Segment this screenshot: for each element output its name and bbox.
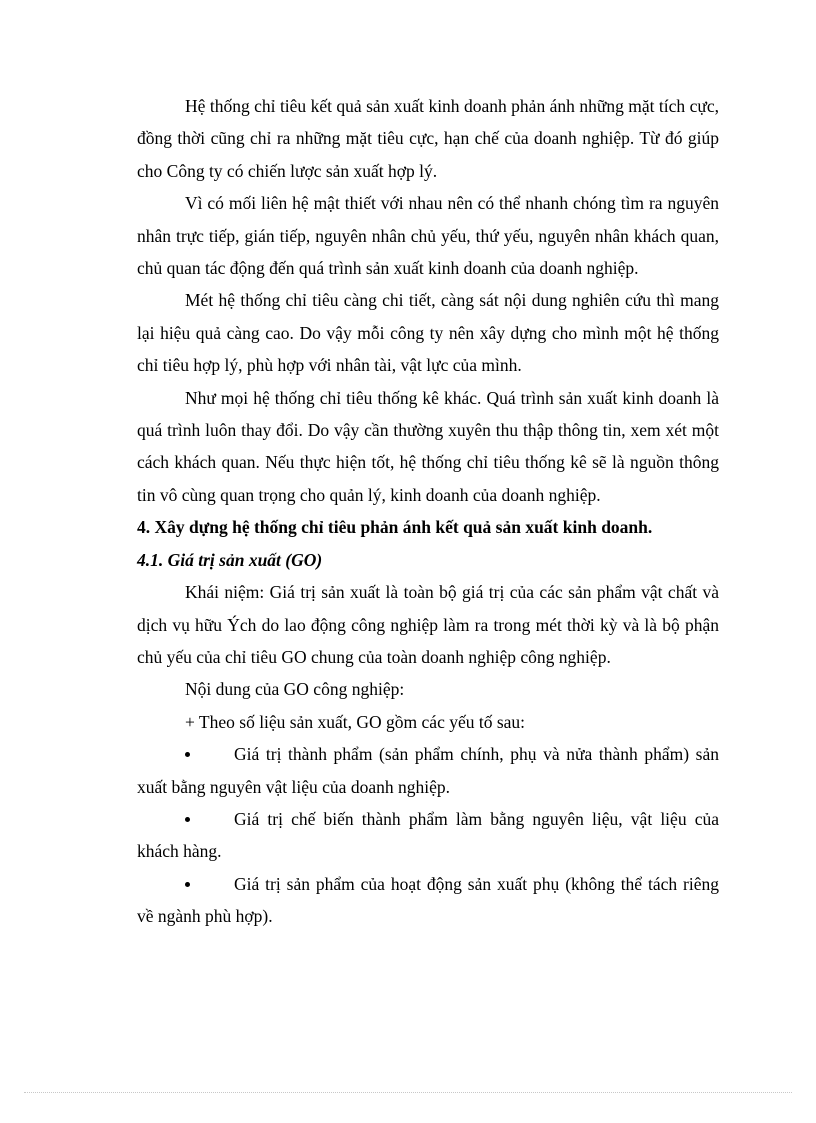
paragraph-2: Vì có mối liên hệ mật thiết với nhau nên có thể nhanh chóng tìm ra nguyên nhân trực tiếp, gián tiếp, nguyên nhân chủ yếu, thứ yếu, nguyên nhân khách quan, chủ quan tác động đến quá trình sản xuất kinh doanh của doanh nghiệp. xyxy=(137,193,719,279)
section-heading-4: 4. Xây dựng hệ thống chỉ tiêu phản ánh kết quả sản xuất kinh doanh. xyxy=(137,517,653,538)
concept-paragraph: Khái niệm: Giá trị sản xuất là toàn bộ giá trị của các sản phẩm vật chất và dịch vụ hữu Ých do lao động công nghiệp làm ra trong mét thời kỳ và là bộ phận chủ yếu của chỉ tiêu GO chung của toàn doanh nghiệp công nghiệp. xyxy=(137,582,719,667)
bullet-dot-icon xyxy=(185,882,190,887)
paragraph-3: Mét hệ thống chỉ tiêu càng chi tiết, càng sát nội dung nghiên cứu thì mang lại hiệu quả càng cao. Do vậy mỗi công ty nên xây dựng cho mình một hệ thống chỉ tiêu hợp lý, phù hợp với nhân tài, vật lực của mình. xyxy=(137,290,719,376)
bullet-item xyxy=(137,738,719,803)
bullet-item xyxy=(137,803,719,868)
bullet-text: Giá trị sản phẩm của hoạt động sản xuất phụ (không thể tách riêng về ngành phù hợp). xyxy=(137,873,719,927)
page-bottom-divider xyxy=(24,1092,792,1093)
bullet-text: Giá trị chế biến thành phẩm làm bằng nguyên liệu, vật liệu của khách hàng. xyxy=(137,808,719,862)
bullet-item xyxy=(137,868,719,933)
paragraph-1: Hệ thống chỉ tiêu kết quả sản xuất kinh doanh phản ánh những mặt tích cực, đồng thời cũng chỉ ra những mặt tiêu cực, hạn chế của doanh nghiệp. Từ đó giúp cho Công ty có chiến lược sản xuất hợp lý. xyxy=(137,96,719,181)
document-page xyxy=(137,90,719,933)
bullet-dot-icon xyxy=(185,752,190,757)
bullet-dot-icon xyxy=(185,817,190,822)
paragraph-4: Như mọi hệ thống chỉ tiêu thống kê khác. Quá trình sản xuất kinh doanh là quá trình luôn thay đổi. Do vậy cần thường xuyên thu thập thông tin, xem xét một cách khách quan. Nếu thực hiện tốt, hệ thống chỉ tiêu thống kê sẽ là nguồn thông tin vô cùng quan trọng cho quản lý, kinh doanh của doanh nghiệp. xyxy=(137,387,719,505)
content-intro: Nội dung của GO công nghiệp: xyxy=(185,679,405,700)
content-sub: + Theo số liệu sản xuất, GO gồm các yếu tố sau: xyxy=(185,711,526,732)
bullet-text: Giá trị thành phẩm (sản phẩm chính, phụ và nửa thành phẩm) sản xuất bằng nguyên vật liệu của doanh nghiệp. xyxy=(137,744,719,797)
section-heading-4-1: 4.1. Giá trị sản xuất (GO) xyxy=(137,549,323,570)
